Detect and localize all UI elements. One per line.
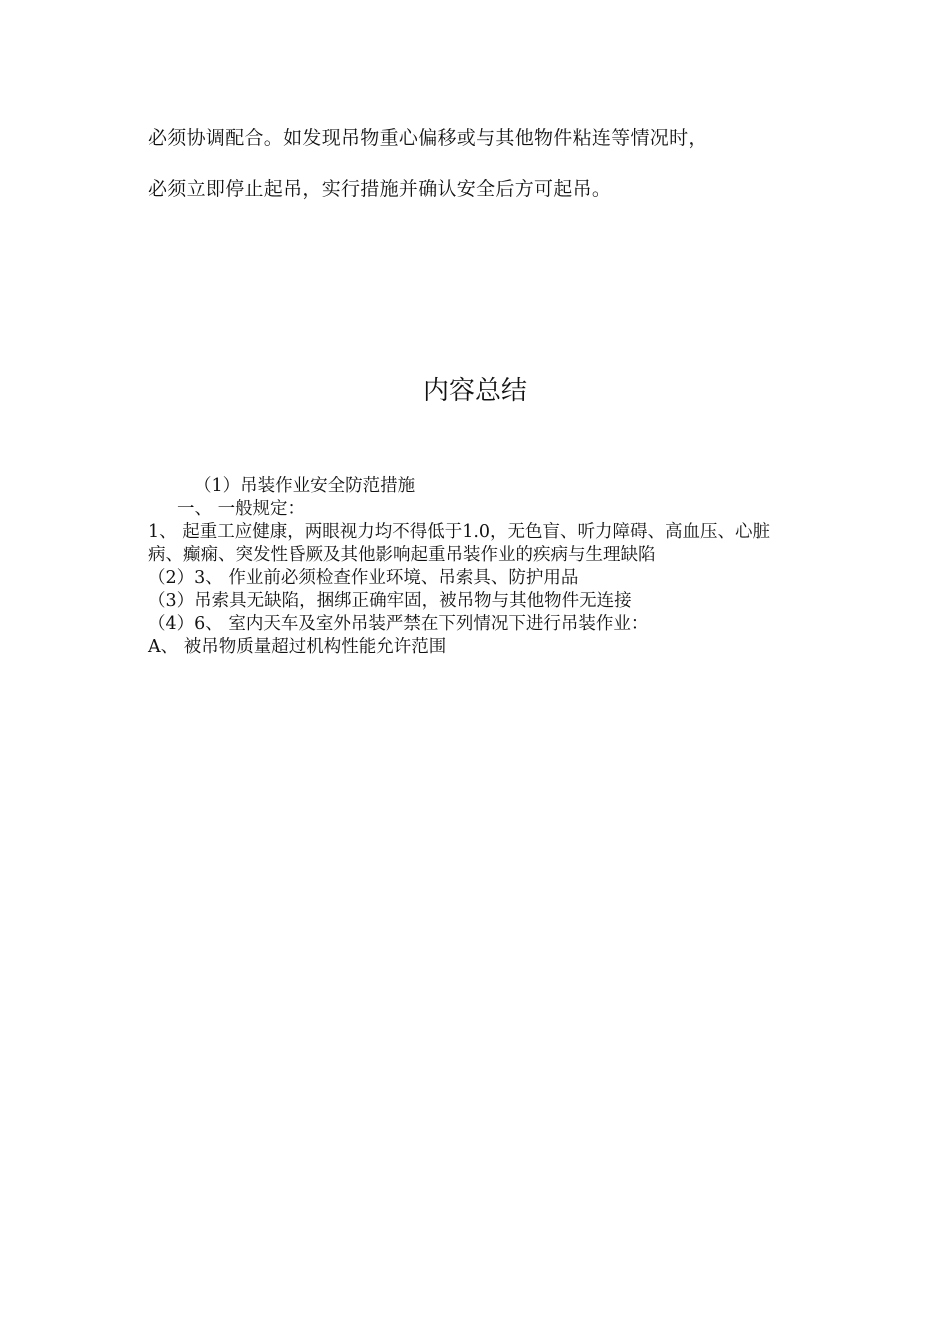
- summary-item-5: A、 被吊物质量超过机构性能允许范围: [148, 637, 447, 657]
- summary-item-1: 1、 起重工应健康，两眼视力均不得低于1.0，无色盲、听力障碍、高血压、心脏病、癫痫、突发性昏厥及其他影响起重吊装作业的疾病与生理缺陷: [148, 522, 771, 565]
- summary-item-section: 一、 一般规定：: [177, 499, 306, 519]
- summary-body: [148, 475, 808, 659]
- summary-item-4: （4）6、 室内天车及室外吊装严禁在下列情况下进行吊装作业：: [148, 614, 649, 634]
- summary-item-2: （2）3、 作业前必须检查作业环境、吊索具、防护用品: [148, 568, 579, 588]
- paragraph-line-2: 必须立即停止起吊，实行措施并确认安全后方可起吊。: [148, 178, 612, 200]
- summary-item-3: （3）吊索具无缺陷，捆绑正确牢固，被吊物与其他物件无连接: [148, 591, 632, 611]
- paragraph-line-1: 必须协调配合。如发现吊物重心偏移或与其他物件粘连等情况时，: [148, 127, 708, 149]
- summary-title: 内容总结: [422, 376, 527, 406]
- summary-item-heading: （1）吊装作业安全防范措施: [194, 476, 416, 496]
